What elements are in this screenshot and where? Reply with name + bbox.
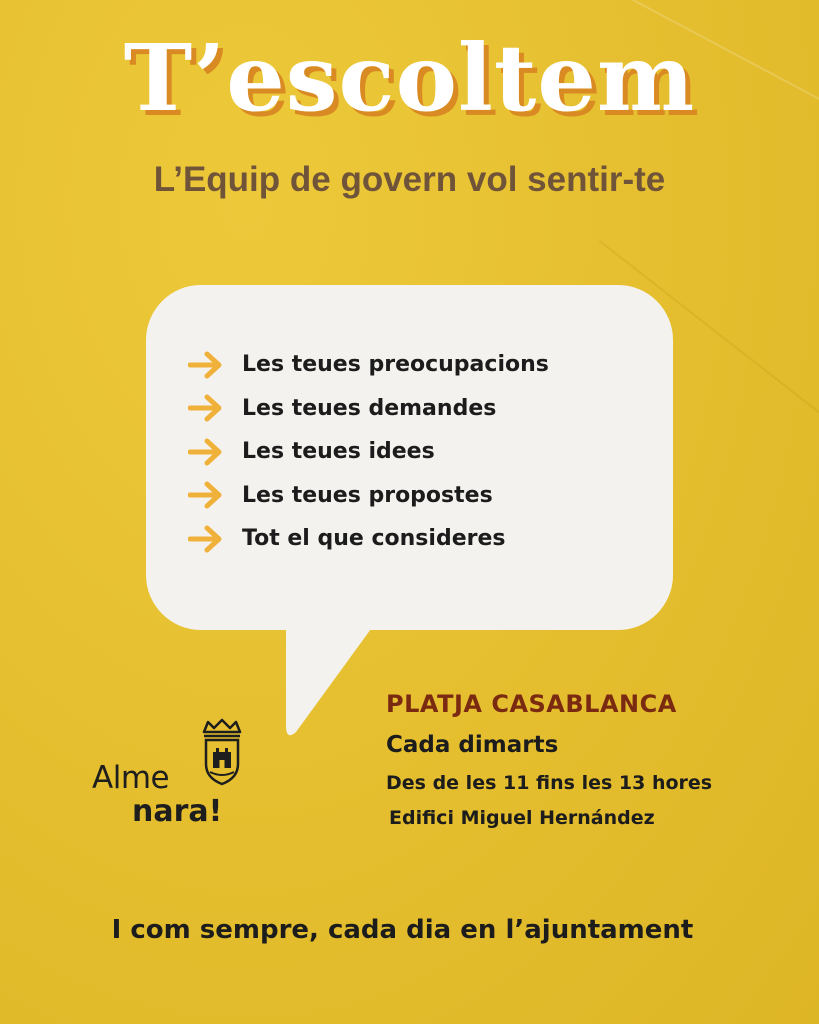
- event-time: Des de les 11 fins les 13 hores: [386, 772, 713, 794]
- castle-crest-icon: [198, 718, 246, 788]
- list-item: [188, 387, 549, 431]
- event-day: Cada dimarts: [386, 732, 559, 758]
- list-item-label: Les teues idees: [242, 439, 435, 465]
- arrow-right-icon: [188, 480, 224, 510]
- list-item: [188, 430, 549, 474]
- arrow-right-icon: [188, 393, 224, 423]
- list-item-label: Les teues preocupacions: [242, 352, 549, 378]
- arrow-right-icon: [188, 350, 224, 380]
- list-item: [188, 517, 549, 561]
- footer-text: I com sempre, cada dia en l’ajuntament: [111, 915, 694, 945]
- event-place: PLATJA CASABLANCA: [386, 690, 677, 718]
- list-item-label: Les teues propostes: [242, 482, 493, 508]
- arrow-right-icon: [188, 524, 224, 554]
- page-title: T’escoltem: [123, 24, 696, 132]
- page-subtitle: L’Equip de govern vol sentir-te: [153, 160, 666, 199]
- list-item-label: Les teues demandes: [242, 395, 497, 421]
- list-item: [188, 343, 549, 387]
- event-info: [386, 683, 712, 833]
- event-building: Edifici Miguel Hernández: [389, 807, 655, 829]
- list-item: [188, 474, 549, 518]
- almenara-logo: [90, 718, 250, 828]
- arrow-right-icon: [188, 437, 224, 467]
- logo-text-line2: nara!: [132, 794, 223, 829]
- list-item-label: Tot el que consideres: [242, 526, 506, 552]
- topics-list: [188, 343, 549, 561]
- logo-text-line1: Alme: [92, 760, 170, 796]
